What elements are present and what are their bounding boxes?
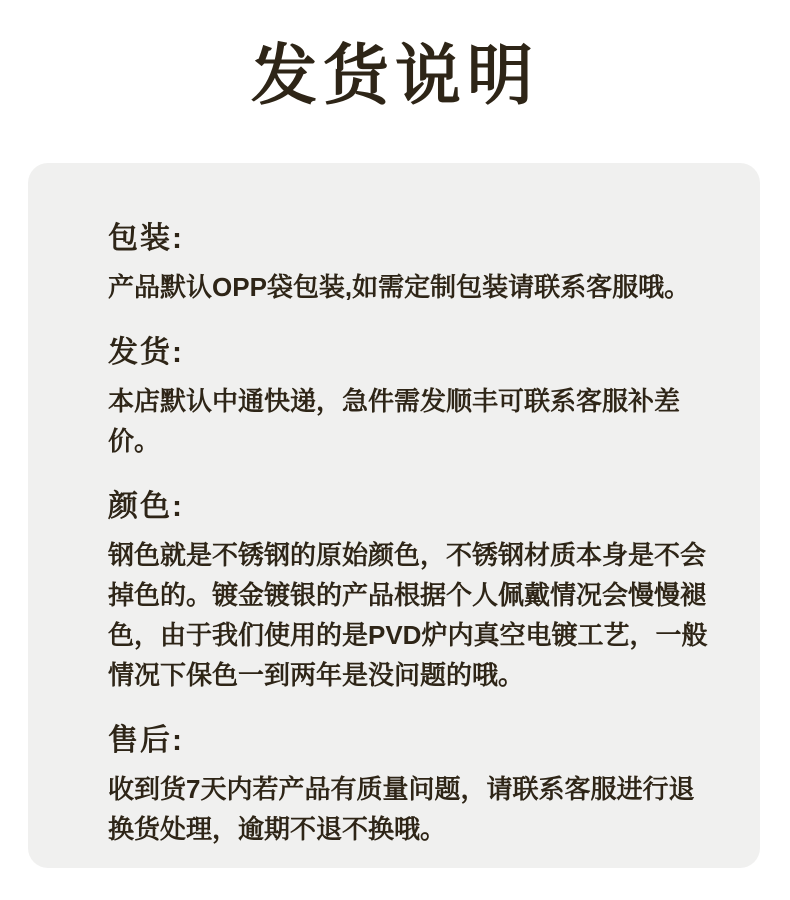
section-aftersale-paragraph: 收到货7天内若产品有质量问题，请联系客服进行退换货处理，逾期不退不换哦。: [108, 774, 695, 844]
section-aftersale: [108, 723, 708, 849]
section-packaging-paragraph: 产品默认OPP袋包装,如需定制包装请联系客服哦。: [108, 272, 691, 302]
section-shipping-heading: 发货:: [108, 336, 184, 369]
section-aftersale-heading: 售后:: [108, 724, 184, 757]
section-color: [108, 489, 708, 695]
section-color-paragraph: 钢色就是不锈钢的原始颜色，不锈钢材质本身是不会掉色的。镀金镀银的产品根据个人佩戴情况会慢慢褪色，由于我们使用的是PVD炉内真空电镀工艺，一般情况下保色一到两年是没问题的哦。: [108, 540, 708, 690]
section-color-heading: 颜色:: [108, 490, 184, 523]
section-shipping-paragraph: 本店默认中通快递，急件需发顺丰可联系客服补差价。: [108, 386, 681, 456]
notice-panel: [28, 163, 760, 868]
section-shipping: [108, 335, 708, 461]
section-packaging-heading: 包装:: [108, 222, 184, 255]
page-title: 发货说明: [251, 38, 539, 112]
section-packaging: [108, 221, 708, 307]
